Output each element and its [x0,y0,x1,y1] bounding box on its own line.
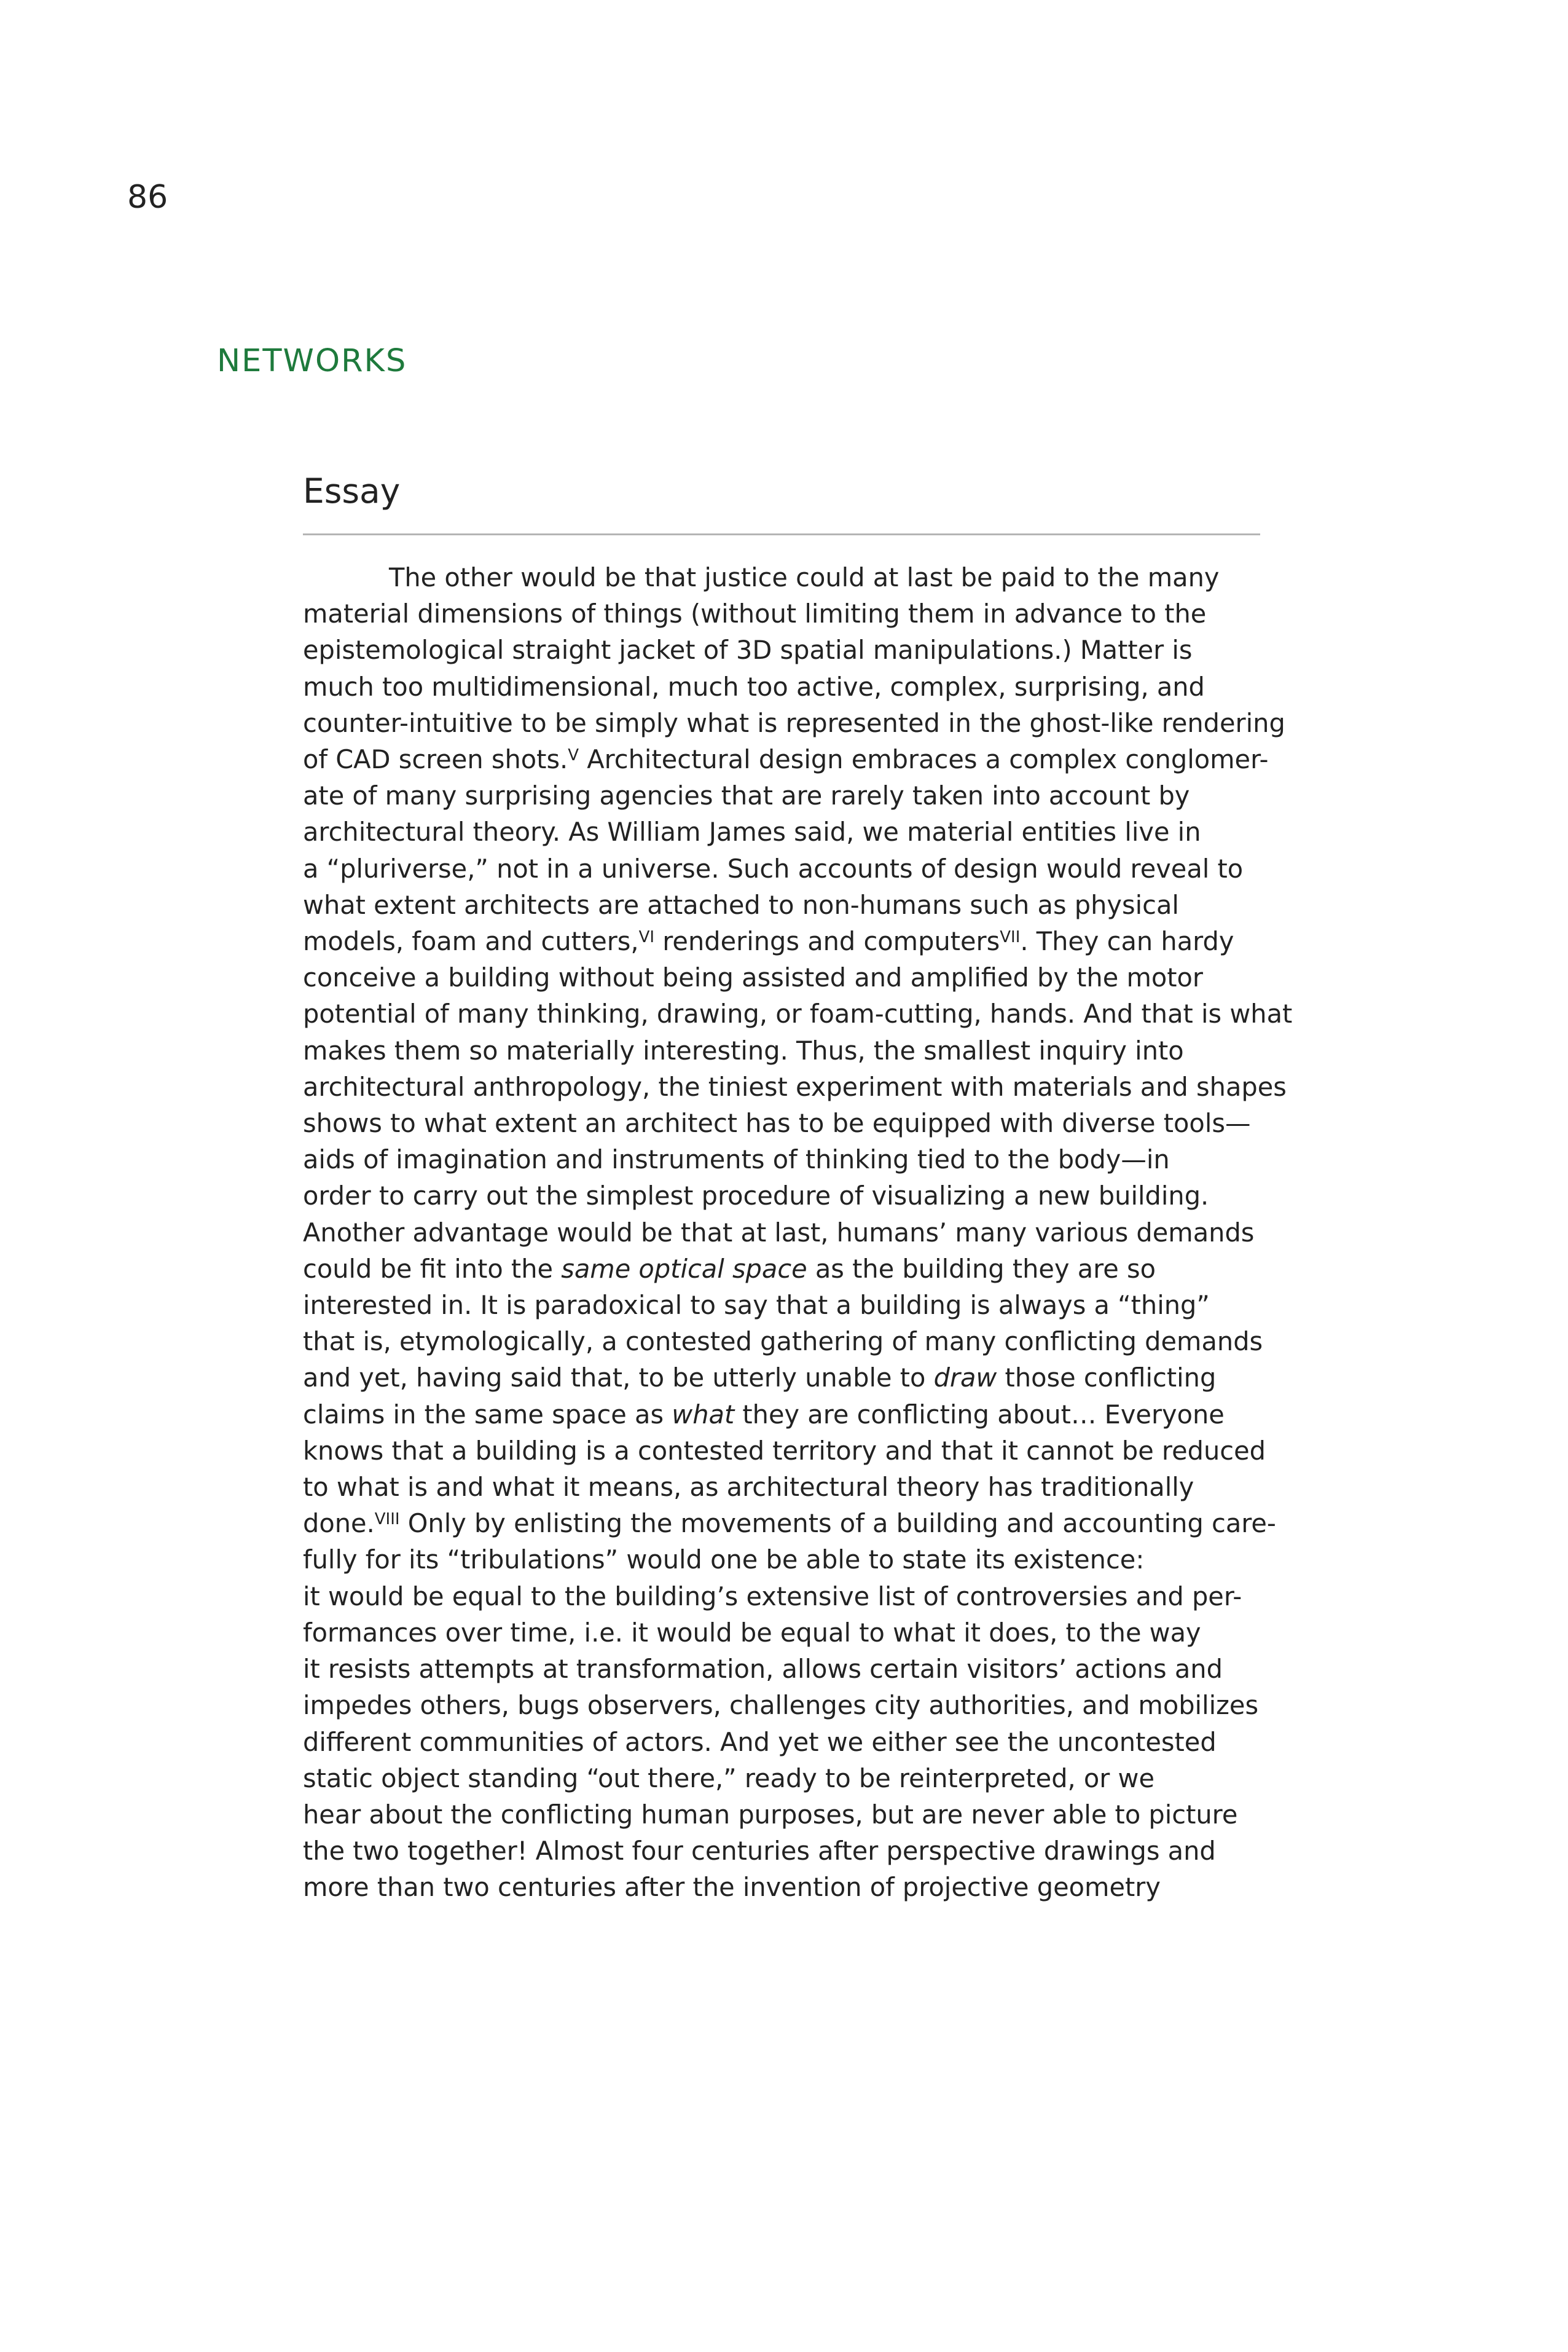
text-line [303,1541,1286,1578]
text-run: what extent architects are attached to non-humans such as physical [303,889,1179,920]
footnote-marker: V [568,746,579,765]
text-line [303,1833,1286,1869]
text-line [303,959,1286,996]
text-line [303,1178,1286,1214]
text-run: Another advantage would be that at last, humans’ many various demands [303,1217,1255,1248]
text-line [303,1141,1286,1178]
text-line [303,1687,1286,1723]
text-line [303,1724,1286,1760]
text-line [303,1796,1286,1833]
text-line [303,1251,1286,1287]
text-run: fully for its “tribulations” would one be able to state its existence: [303,1544,1145,1575]
text-run: epistemological straight jacket of 3D spatial manipulations.) Matter is [303,635,1193,666]
text-line [303,1651,1286,1687]
text-line [303,1032,1286,1069]
text-run: more than two centuries after the invention of projective geometry [303,1872,1161,1903]
text-line [303,887,1286,923]
emphasis-text: same optical space [561,1253,807,1284]
text-line [303,996,1293,1032]
text-run: those conflicting [997,1363,1217,1393]
text-run: that is, etymologically, a contested gathering of many conflicting demands [303,1326,1263,1357]
text-run: architectural theory. As William James said, we material entities live in [303,817,1201,848]
text-line [303,741,1286,777]
text-line [303,1760,1286,1796]
text-run: renderings and computers [654,926,1000,957]
text-run: and yet, having said that, to be utterly unable to [303,1363,934,1393]
text-run: Architectural design embraces a complex conglomer- [579,744,1269,775]
text-run: models, foam and cutters, [303,926,639,957]
section-title: NETWORKS [217,343,407,379]
heading-divider [303,533,1260,535]
text-line [303,1578,1286,1615]
text-run: . They can hardy [1020,926,1234,957]
footnote-marker: VI [638,928,655,947]
text-line [303,1287,1286,1323]
text-line [303,1869,1286,1905]
emphasis-text: what [672,1399,735,1430]
text-run: different communities of actors. And yet we either see the uncontested [303,1726,1217,1757]
footnote-marker: VII [1000,928,1021,947]
text-line [303,1323,1286,1359]
text-run: The other would be that justice could at last be paid to the many [389,562,1220,592]
text-run: formances over time, i.e. it would be equal to what it does, to the way [303,1617,1201,1648]
essay-heading: Essay [303,471,401,511]
text-run: a “pluriverse,” not in a universe. Such accounts of design would reveal to [303,853,1244,884]
text-line [303,632,1286,668]
text-run: knows that a building is a contested territory and that it cannot be reduced [303,1435,1266,1466]
text-line [303,814,1286,850]
text-line [303,1069,1286,1105]
text-run: they are conflicting about… Everyone [734,1399,1225,1430]
text-line [303,1396,1286,1433]
text-run: as the building they are so [807,1253,1156,1284]
text-run: order to carry out the simplest procedure of visualizing a new building. [303,1181,1209,1211]
text-run: potential of many thinking, drawing, or foam-cutting, hands. And that is what [303,999,1293,1029]
text-run: hear about the conflicting human purposes, but are never able to picture [303,1799,1238,1830]
text-line [303,705,1286,741]
text-run: conceive a building without being assisted and amplified by the motor [303,962,1203,993]
text-run: makes them so materially interesting. Thus, the smallest inquiry into [303,1035,1184,1066]
text-line [303,596,1286,632]
page-number: 86 [127,179,168,216]
essay-body-text [303,559,1293,1906]
text-line [303,1433,1286,1469]
text-line [303,1214,1286,1251]
text-line [303,777,1286,814]
text-line [303,923,1286,959]
text-run: the two together! Almost four centuries after perspective drawings and [303,1836,1216,1866]
text-line [303,1469,1286,1505]
emphasis-text: draw [933,1363,997,1393]
text-run: material dimensions of things (without limiting them in advance to the [303,599,1207,629]
text-run: done. [303,1508,375,1539]
text-line [303,1359,1286,1396]
text-run: aids of imagination and instruments of thinking tied to the body—in [303,1144,1170,1175]
text-run: much too multidimensional, much too active, complex, surprising, and [303,671,1205,702]
text-run: it resists attempts at transformation, allows certain visitors’ actions and [303,1654,1223,1685]
text-run: static object standing “out there,” ready to be reinterpreted, or we [303,1763,1155,1793]
text-run: of CAD screen shots. [303,744,568,775]
text-line [303,851,1286,887]
text-line [303,669,1286,705]
text-run: counter-intuitive to be simply what is represented in the ghost-like rendering [303,707,1285,738]
text-line [303,1105,1286,1141]
text-run: it would be equal to the building’s extensive list of controversies and per- [303,1581,1242,1611]
text-run: ate of many surprising agencies that are rarely taken into account by [303,781,1190,811]
text-run: interested in. It is paradoxical to say that a building is always a “thing” [303,1290,1210,1321]
text-run: Only by enlisting the movements of a building and accounting care- [399,1508,1276,1539]
text-run: impedes others, bugs observers, challenges city authorities, and mobilizes [303,1690,1259,1721]
text-run: to what is and what it means, as architectural theory has traditionally [303,1472,1194,1503]
text-run: could be fit into the [303,1253,562,1284]
text-line [303,1505,1286,1541]
text-line [303,559,1286,596]
text-run: architectural anthropology, the tiniest experiment with materials and shapes [303,1071,1287,1102]
text-line [303,1615,1286,1651]
footnote-marker: VIII [374,1510,400,1529]
text-run: shows to what extent an architect has to be equipped with diverse tools— [303,1108,1251,1139]
text-run: claims in the same space as [303,1399,672,1430]
